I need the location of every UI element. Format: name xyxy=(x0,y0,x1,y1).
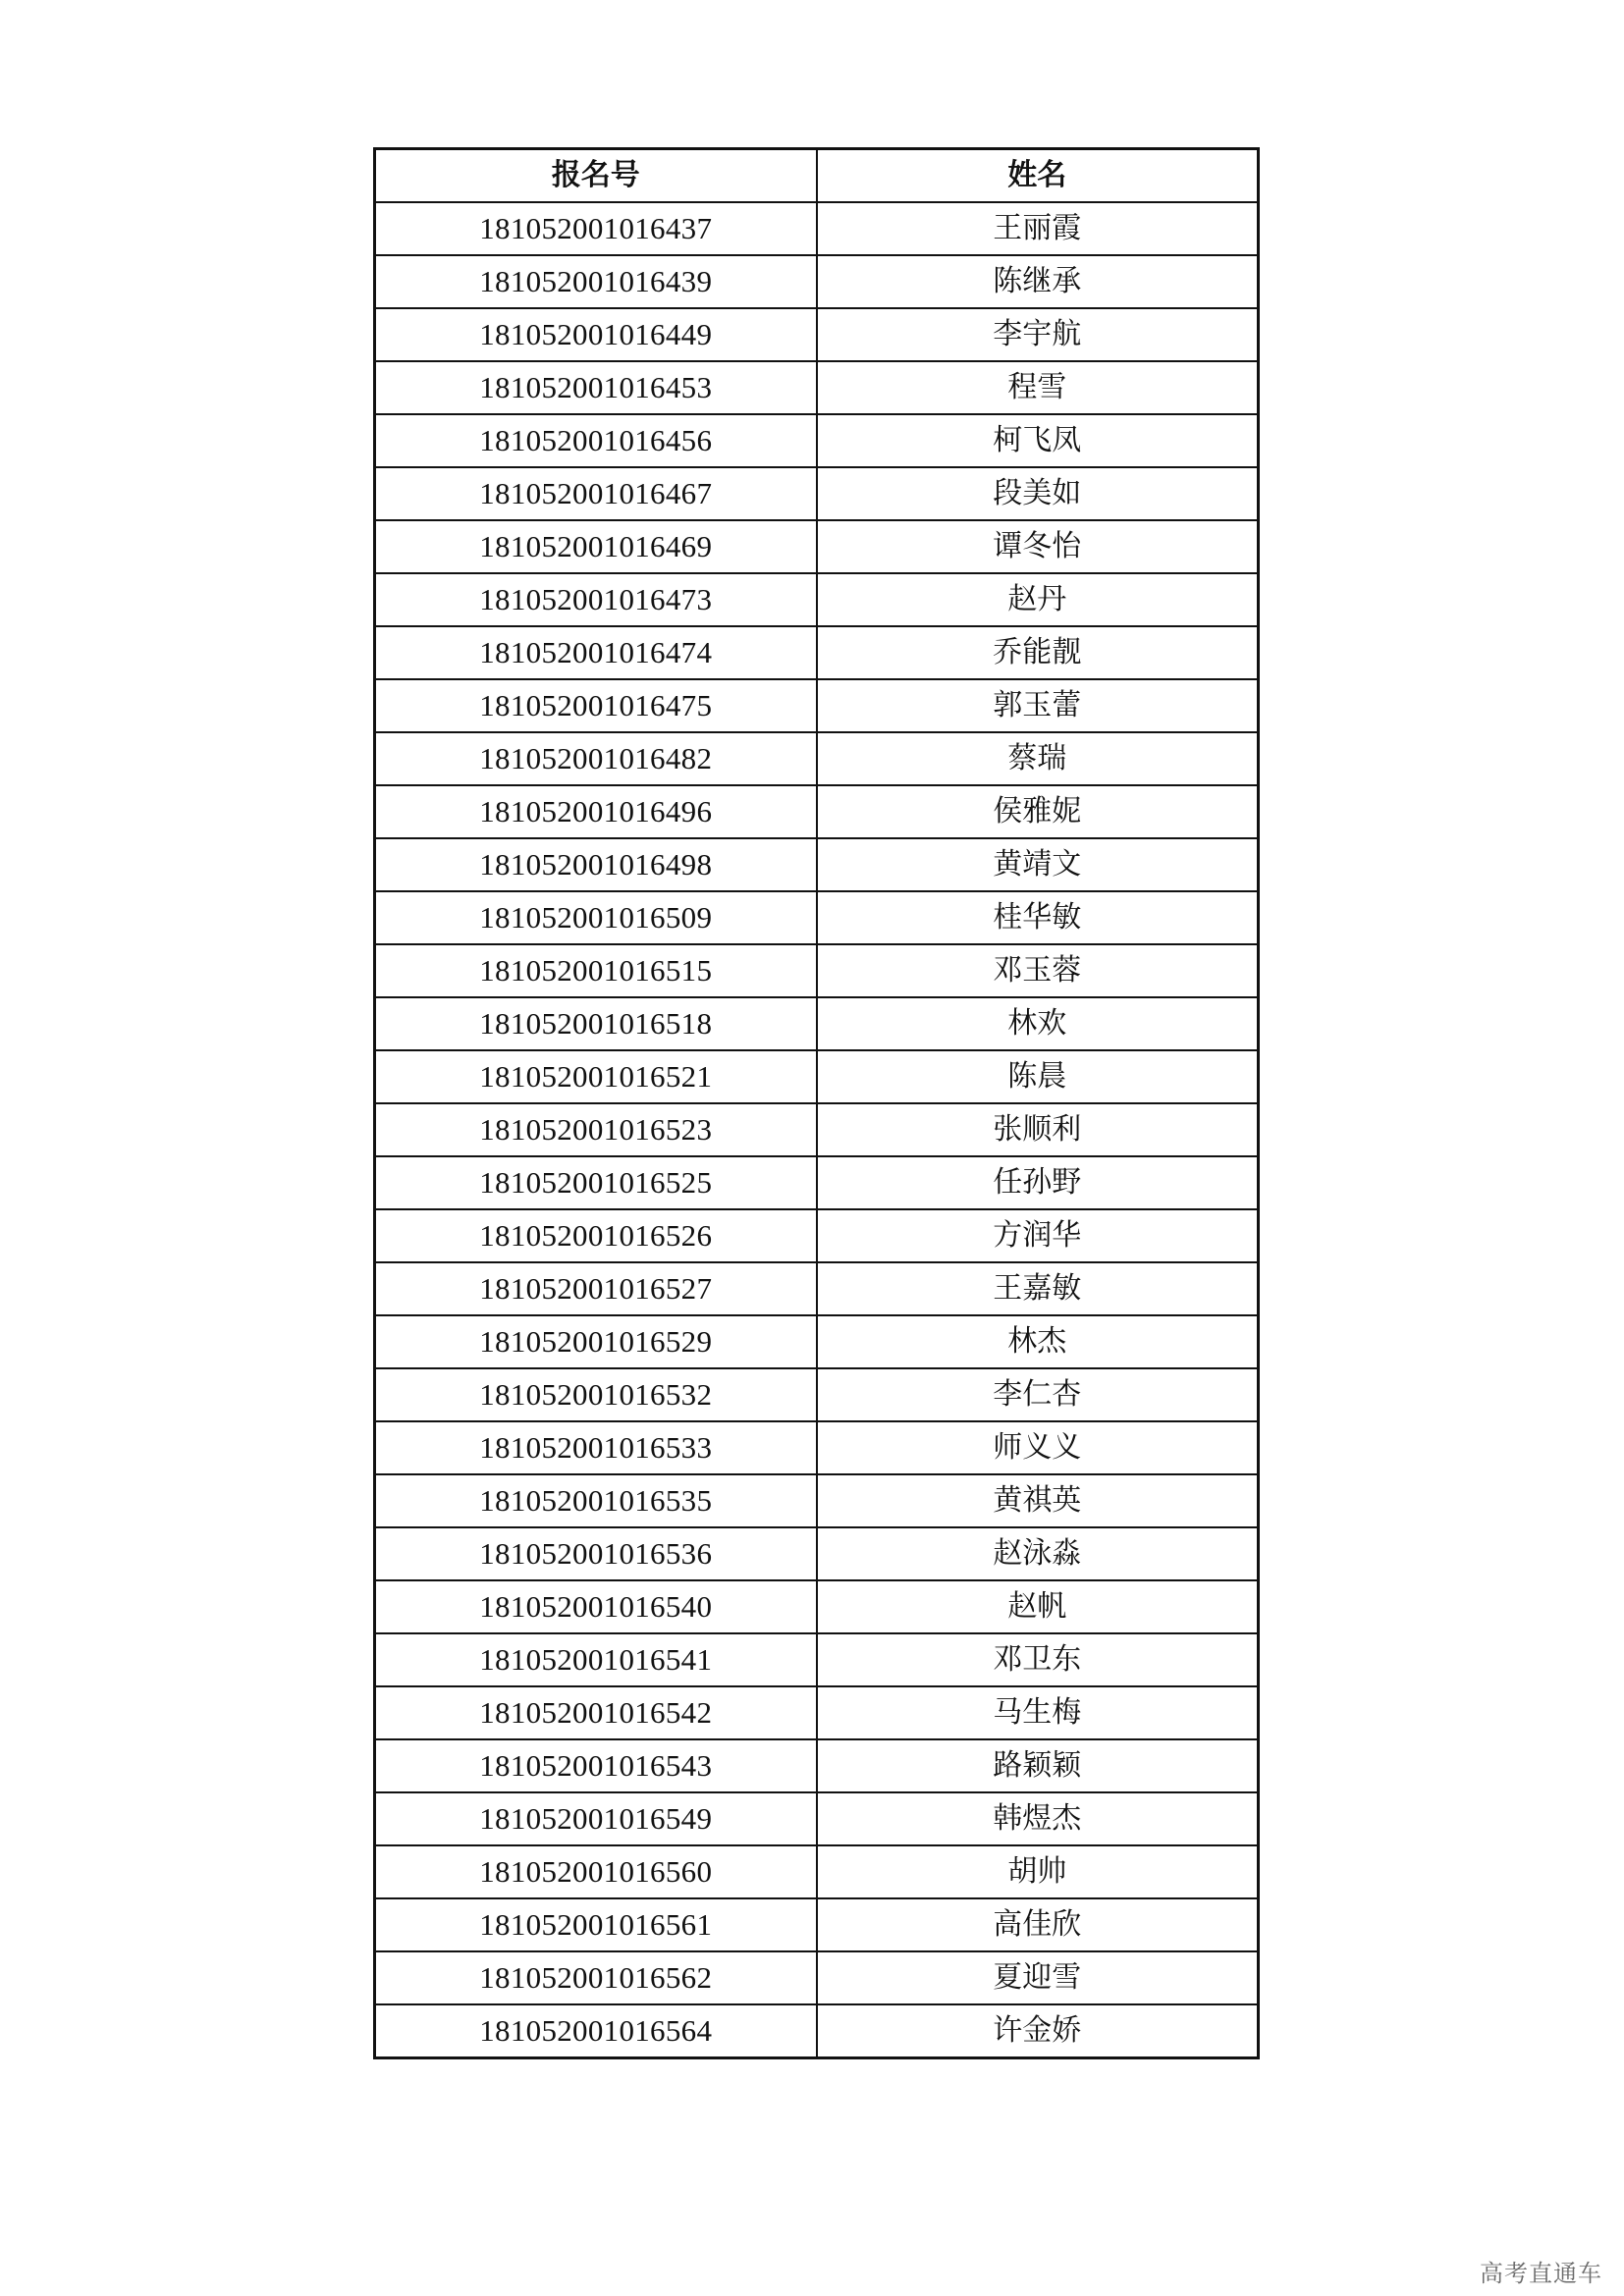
table-body xyxy=(375,202,1259,2058)
registration-number-cell: 181052001016564 xyxy=(375,2004,817,2058)
name-cell: 马生梅 xyxy=(817,1686,1259,1739)
header-row xyxy=(375,149,1259,203)
registration-number-cell: 181052001016498 xyxy=(375,838,817,891)
name-cell: 郭玉蕾 xyxy=(817,679,1259,732)
registration-number-cell: 181052001016456 xyxy=(375,414,817,467)
table-row xyxy=(375,1898,1259,1951)
table-row xyxy=(375,1633,1259,1686)
table-row xyxy=(375,679,1259,732)
table-row xyxy=(375,785,1259,838)
table-row xyxy=(375,1262,1259,1315)
table-row xyxy=(375,308,1259,361)
table-row xyxy=(375,997,1259,1050)
registration-number-cell: 181052001016509 xyxy=(375,891,817,944)
registration-number-cell: 181052001016562 xyxy=(375,1951,817,2004)
name-cell: 赵帆 xyxy=(817,1580,1259,1633)
table-row xyxy=(375,732,1259,785)
table-row xyxy=(375,1527,1259,1580)
name-cell: 林杰 xyxy=(817,1315,1259,1368)
table-row xyxy=(375,1315,1259,1368)
registration-number-cell: 181052001016437 xyxy=(375,202,817,255)
name-cell: 韩煜杰 xyxy=(817,1792,1259,1845)
registration-number-cell: 181052001016543 xyxy=(375,1739,817,1792)
registration-number-cell: 181052001016561 xyxy=(375,1898,817,1951)
registration-number-cell: 181052001016541 xyxy=(375,1633,817,1686)
header-registration-number: 报名号 xyxy=(375,149,817,203)
registration-number-cell: 181052001016439 xyxy=(375,255,817,308)
name-cell: 高佳欣 xyxy=(817,1898,1259,1951)
table-row xyxy=(375,2004,1259,2058)
registration-number-cell: 181052001016527 xyxy=(375,1262,817,1315)
table-row xyxy=(375,891,1259,944)
table-row xyxy=(375,1209,1259,1262)
table-row xyxy=(375,1951,1259,2004)
name-cell: 李宇航 xyxy=(817,308,1259,361)
name-cell: 方润华 xyxy=(817,1209,1259,1262)
registration-number-cell: 181052001016473 xyxy=(375,573,817,626)
header-name: 姓名 xyxy=(817,149,1259,203)
registration-number-cell: 181052001016542 xyxy=(375,1686,817,1739)
registration-number-cell: 181052001016536 xyxy=(375,1527,817,1580)
name-cell: 桂华敏 xyxy=(817,891,1259,944)
name-cell: 王丽霞 xyxy=(817,202,1259,255)
registration-number-cell: 181052001016526 xyxy=(375,1209,817,1262)
registration-number-cell: 181052001016560 xyxy=(375,1845,817,1898)
table-row xyxy=(375,1474,1259,1527)
name-cell: 乔能靓 xyxy=(817,626,1259,679)
registration-number-cell: 181052001016453 xyxy=(375,361,817,414)
registration-number-cell: 181052001016469 xyxy=(375,520,817,573)
name-cell: 赵泳淼 xyxy=(817,1527,1259,1580)
applicant-table xyxy=(373,147,1260,2059)
table-row xyxy=(375,1739,1259,1792)
name-cell: 黄祺英 xyxy=(817,1474,1259,1527)
registration-number-cell: 181052001016535 xyxy=(375,1474,817,1527)
registration-number-cell: 181052001016467 xyxy=(375,467,817,520)
name-cell: 路颖颖 xyxy=(817,1739,1259,1792)
table-row xyxy=(375,838,1259,891)
name-cell: 李仁杏 xyxy=(817,1368,1259,1421)
table-row xyxy=(375,1792,1259,1845)
registration-number-cell: 181052001016533 xyxy=(375,1421,817,1474)
name-cell: 程雪 xyxy=(817,361,1259,414)
name-cell: 胡帅 xyxy=(817,1845,1259,1898)
table-row xyxy=(375,1845,1259,1898)
name-cell: 谭冬怡 xyxy=(817,520,1259,573)
name-cell: 王嘉敏 xyxy=(817,1262,1259,1315)
name-cell: 任孙野 xyxy=(817,1156,1259,1209)
table-row xyxy=(375,1686,1259,1739)
name-cell: 张顺利 xyxy=(817,1103,1259,1156)
table-row xyxy=(375,520,1259,573)
name-cell: 陈晨 xyxy=(817,1050,1259,1103)
registration-number-cell: 181052001016482 xyxy=(375,732,817,785)
table-row xyxy=(375,944,1259,997)
table-row xyxy=(375,1050,1259,1103)
table-row xyxy=(375,467,1259,520)
registration-number-cell: 181052001016475 xyxy=(375,679,817,732)
table-row xyxy=(375,202,1259,255)
name-cell: 赵丹 xyxy=(817,573,1259,626)
registration-number-cell: 181052001016523 xyxy=(375,1103,817,1156)
name-cell: 夏迎雪 xyxy=(817,1951,1259,2004)
table-header xyxy=(375,149,1259,203)
table-row xyxy=(375,414,1259,467)
name-cell: 柯飞凤 xyxy=(817,414,1259,467)
name-cell: 林欢 xyxy=(817,997,1259,1050)
registration-number-cell: 181052001016549 xyxy=(375,1792,817,1845)
table-row xyxy=(375,573,1259,626)
table-row xyxy=(375,1368,1259,1421)
name-cell: 师义义 xyxy=(817,1421,1259,1474)
name-cell: 邓玉蓉 xyxy=(817,944,1259,997)
table-row xyxy=(375,1103,1259,1156)
name-cell: 蔡瑞 xyxy=(817,732,1259,785)
table-row xyxy=(375,1421,1259,1474)
table-row xyxy=(375,361,1259,414)
name-cell: 黄靖文 xyxy=(817,838,1259,891)
table-row xyxy=(375,626,1259,679)
registration-number-cell: 181052001016532 xyxy=(375,1368,817,1421)
registration-number-cell: 181052001016515 xyxy=(375,944,817,997)
table-row xyxy=(375,1156,1259,1209)
table-row xyxy=(375,255,1259,308)
name-cell: 段美如 xyxy=(817,467,1259,520)
registration-number-cell: 181052001016518 xyxy=(375,997,817,1050)
table-row xyxy=(375,1580,1259,1633)
registration-number-cell: 181052001016521 xyxy=(375,1050,817,1103)
name-cell: 侯雅妮 xyxy=(817,785,1259,838)
registration-number-cell: 181052001016474 xyxy=(375,626,817,679)
name-cell: 邓卫东 xyxy=(817,1633,1259,1686)
name-cell: 陈继承 xyxy=(817,255,1259,308)
registration-number-cell: 181052001016529 xyxy=(375,1315,817,1368)
name-cell: 许金娇 xyxy=(817,2004,1259,2058)
registration-number-cell: 181052001016496 xyxy=(375,785,817,838)
watermark-text: 高考直通车 xyxy=(1480,2260,1602,2287)
registration-number-cell: 181052001016449 xyxy=(375,308,817,361)
registration-number-cell: 181052001016540 xyxy=(375,1580,817,1633)
registration-number-cell: 181052001016525 xyxy=(375,1156,817,1209)
